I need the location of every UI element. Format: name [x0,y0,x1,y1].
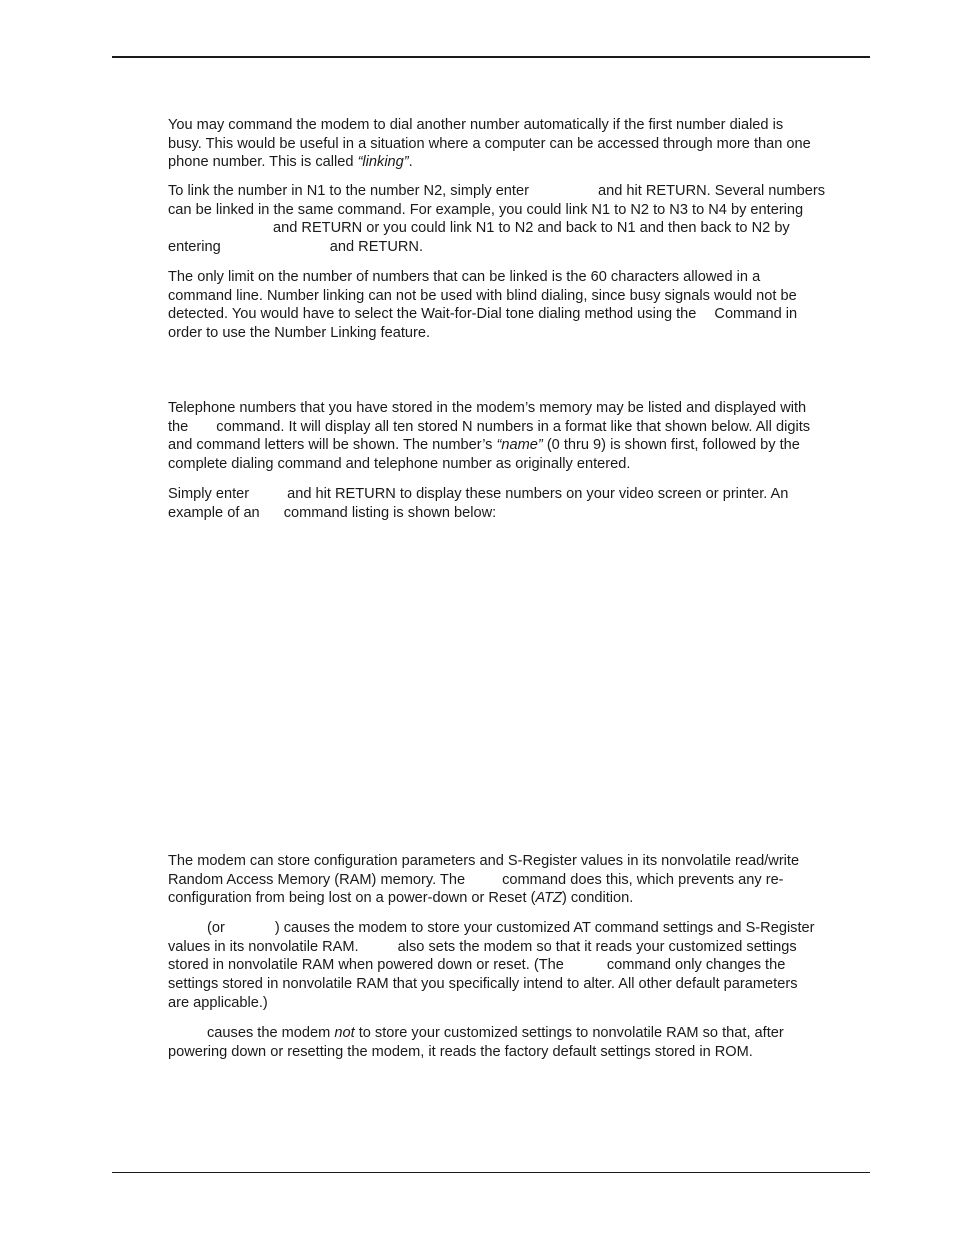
text-line: stored in nonvolatile RAM when powered down or reset. (The command only changes the [168,957,786,974]
text-line: causes the modem not to store your customized settings to nonvolatile RAM so that, after [207,1025,784,1041]
text-line: the command. It will display all ten stored N numbers in a format like that shown below. All digits [168,418,811,435]
text-line: and RETURN or you could link N1 to N2 and back to N1 and then back to N2 by [273,220,790,237]
text-line: (or ) causes the modem to store your customized AT command settings and S-Register [207,920,815,936]
linking-limit-paragraph [168,268,878,343]
text-line: example of an command listing is shown below: [168,504,497,521]
text-line: The only limit on the number of numbers that can be linked is the 60 characters allowed in a [168,269,761,285]
nvram-store-paragraph [168,919,878,1012]
text-line: complete dialing command and telephone number as originally entered. [168,456,631,473]
text-line: command line. Number linking can not be used with blind dialing, since busy signals would not be [168,287,797,304]
text-line: order to use the Number Linking feature. [168,325,431,342]
nvram-intro-paragraph [168,852,878,908]
text-line: Random Access Memory (RAM) memory. The command does this, which prevents any re- [168,871,784,888]
text-line: To link the number in N1 to the number N2, simply enter and hit RETURN. Several numbers [168,183,826,199]
linking-how-paragraph [168,182,878,257]
listing-example-paragraph [168,485,878,522]
text-line: detected. You would have to select the Wait-for-Dial tone dialing method using the Command in [168,306,798,323]
not-term: not [334,1025,355,1041]
text-line: entering and RETURN. [168,239,424,256]
text-line: values in its nonvolatile RAM. also sets the modem so that it reads your customized settings [168,938,797,955]
text-line: and command letters will be shown. The number’s “name” (0 thru 9) is shown first, followed by the [168,437,800,454]
text-line: configuration from being lost on a power-down or Reset (ATZ) condition. [168,890,634,907]
text-line: can be linked in the same command. For example, you could link N1 to N2 to N3 to N4 by entering [168,201,804,218]
text-line: settings stored in nonvolatile RAM that you specifically intend to alter. All other default parameters [168,976,798,993]
linking-term: “linking” [357,154,409,171]
text-line: phone number. This is called “linking”. [168,154,413,171]
linking-intro-paragraph [168,116,878,172]
text-line: busy. This would be useful in a situation where a computer can be accessed through more than one [168,135,811,152]
text-line: are applicable.) [168,994,268,1011]
nvram-default-paragraph [168,1024,878,1061]
footer-rule [112,1172,870,1173]
text-line: Simply enter and hit RETURN to display these numbers on your video screen or printer. An [168,486,789,502]
atz-term: ATZ [535,890,562,907]
text-line: The modem can store configuration parameters and S-Register values in its nonvolatile read/write [168,853,800,869]
header-rule [112,56,870,58]
text-line: powering down or resetting the modem, it reads the factory default settings stored in ROM. [168,1043,753,1060]
name-term: “name” [496,437,543,454]
text-line: Telephone numbers that you have stored in the modem’s memory may be listed and displayed with [168,400,807,416]
listing-intro-paragraph [168,399,878,474]
text-line: You may command the modem to dial another number automatically if the first number dialed is [168,117,784,133]
